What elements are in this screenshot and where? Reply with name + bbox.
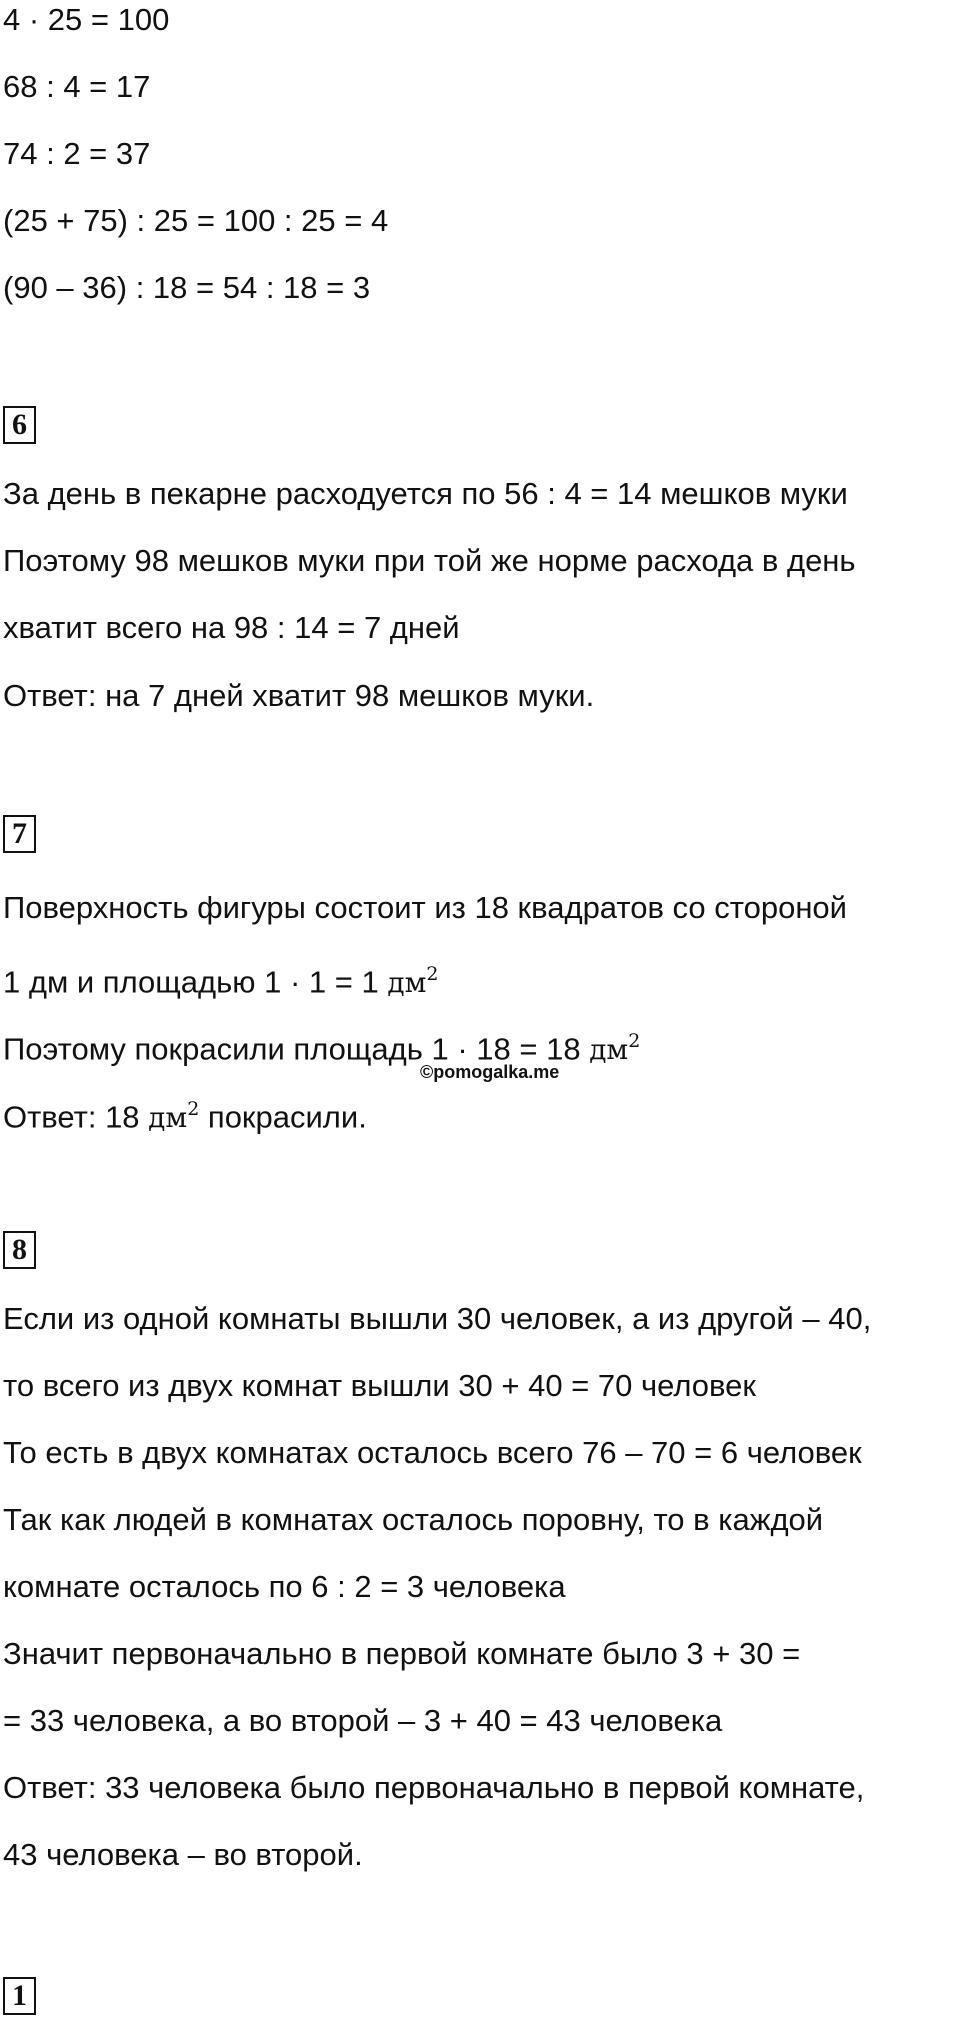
task-number-box: 8 [3, 1231, 36, 1269]
unit-dm2 [589, 1030, 641, 1067]
task-line-text: 1 дм и площадью 1 · 1 = 1 [3, 964, 388, 1000]
calc-line: 4 · 25 = 100 [3, 2, 170, 37]
task-line: То есть в двух комнатах осталось всего 76 – 70 = 6 человек [3, 1435, 862, 1470]
calc-line: (90 – 36) : 18 = 54 : 18 = 3 [3, 270, 371, 305]
task-number-box: 6 [3, 406, 36, 444]
task-line: Если из одной комнаты вышли 30 человек, а из другой – 40, [3, 1301, 872, 1336]
answer-prefix: Ответ: 18 [3, 1099, 149, 1135]
task-line: Значит первоначально в первой комнате было 3 + 30 = [3, 1636, 801, 1671]
task-line: = 33 человека, а во второй – 3 + 40 = 43 человека [3, 1703, 723, 1738]
unit-power: 2 [426, 963, 439, 985]
calc-line: 68 : 4 = 17 [3, 69, 151, 104]
answer-line [3, 1091, 367, 1138]
task-line: Поверхность фигуры состоит из 18 квадратов со стороной [3, 890, 847, 925]
unit-dm2 [387, 963, 439, 1000]
unit-label: дм [387, 966, 427, 1000]
answer-suffix: покрасили. [199, 1099, 367, 1135]
task-line: За день в пекарне расходуется по 56 : 4 = 14 мешков муки [3, 476, 848, 511]
task-number-box: 7 [3, 815, 36, 853]
calc-line: 74 : 2 = 37 [3, 136, 151, 171]
unit-dm2 [148, 1098, 200, 1135]
answer-line: Ответ: 33 человека было первоначально в первой комнате, [3, 1770, 865, 1805]
task-line: то всего из двух комнат вышли 30 + 40 = 70 человек [3, 1368, 756, 1403]
unit-label: дм [148, 1101, 188, 1135]
calc-line: (25 + 75) : 25 = 100 : 25 = 4 [3, 203, 389, 238]
task-number-box: 1 [3, 1977, 36, 2015]
task-line: комнате осталось по 6 : 2 = 3 человека [3, 1569, 566, 1604]
watermark: ©pomogalka.me [420, 1062, 560, 1082]
task-line-text: Поэтому покрасили площадь 1 · 18 = 18 [3, 1031, 590, 1067]
answer-line: Ответ: на 7 дней хватит 98 мешков муки. [3, 678, 595, 713]
unit-power: 2 [187, 1098, 200, 1120]
task-line: Так как людей в комнатах осталось поровну, то в каждой [3, 1502, 824, 1537]
task-line [3, 956, 438, 1003]
task-line: хватит всего на 98 : 14 = 7 дней [3, 610, 460, 645]
unit-power: 2 [628, 1030, 641, 1052]
task-line: Поэтому 98 мешков муки при той же норме расхода в день [3, 543, 856, 578]
answer-line: 43 человека – во второй. [3, 1837, 363, 1872]
unit-label: дм [589, 1033, 629, 1067]
